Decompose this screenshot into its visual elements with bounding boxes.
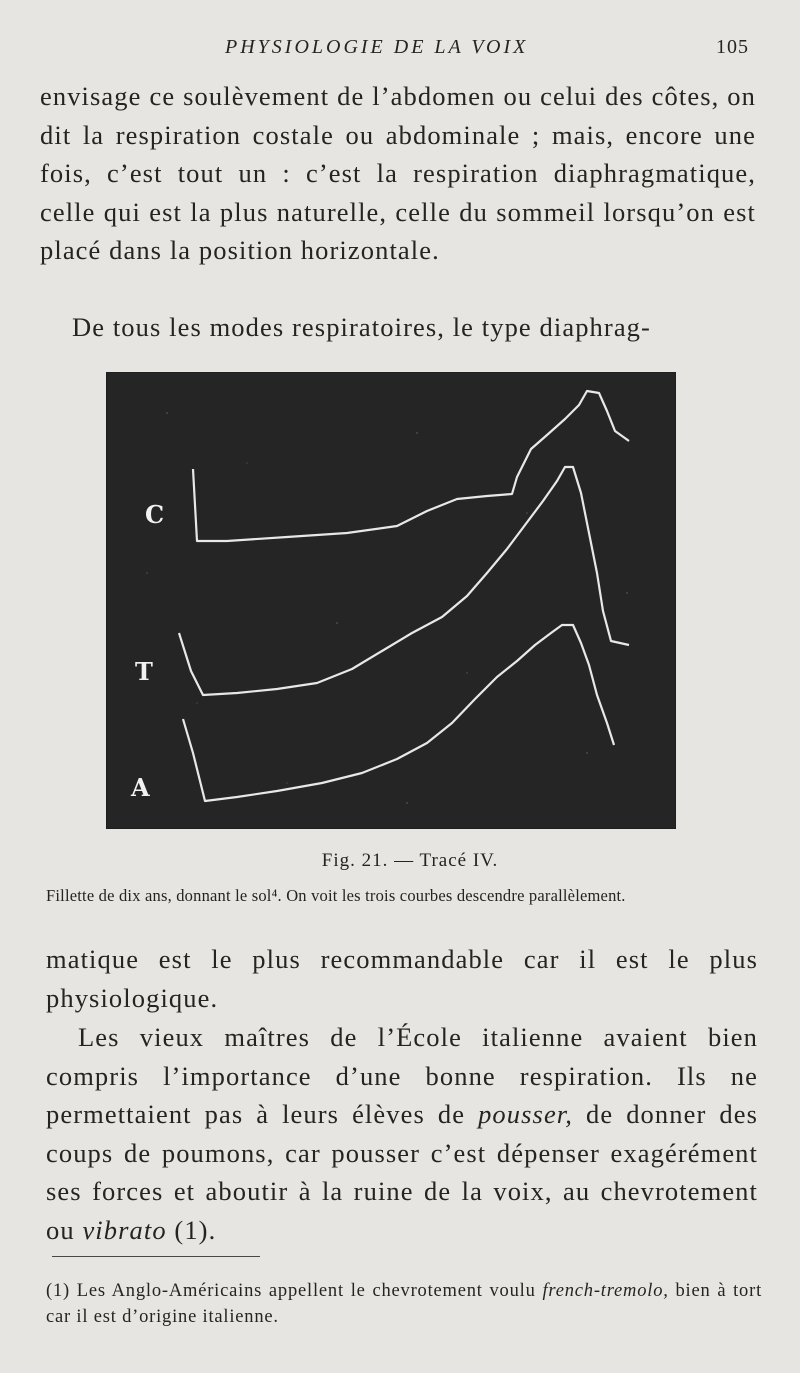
label-c: C [145, 500, 165, 529]
figure-caption-text: Fillette de dix ans, donnant le sol⁴. On voit les trois courbes descendre parallèlement. [46, 886, 626, 905]
footnote-divider [52, 1256, 260, 1257]
paragraph-1: envisage ce soulèvement de l’abdomen ou celui des côtes, on dit la respiration costale ou abdominale ; mais, encore une fois, c’est tout un : c’est la respiration diaphragmatique, celle qui est la plus naturelle, celle du sommeil lorsqu’on est placé dans la position horizontale. [40, 81, 756, 266]
page-number: 105 [716, 36, 749, 58]
running-head [0, 36, 800, 64]
paragraph-4 [46, 1018, 758, 1250]
paragraph-4-text-c: (1). [166, 1214, 217, 1245]
paragraph-4-italic-vibrato: vibrato [82, 1214, 167, 1245]
paragraph-2: De tous les modes respiratoires, le type diaphrag- [72, 312, 651, 342]
respiration-tracing-figure [107, 373, 675, 828]
paragraph-3: matique est le plus recommandable car il est le plus physiologique. [46, 944, 758, 1013]
paragraph-4-text-a: Les vieux maîtres de l’École italienne avaient bien compris l’importance d’une bonne respiration. Ils ne permettaient pas à leurs élèves de [46, 1022, 758, 1130]
tracing-image [107, 373, 675, 828]
figure-caption-title: Fig. 21. — Tracé IV. [321, 850, 499, 871]
footnote-text-b: bien à tort car il est d’origine italienne. [46, 1281, 763, 1327]
label-a: A [131, 773, 150, 802]
footnote [46, 1278, 762, 1330]
figure-background [107, 373, 675, 828]
paragraph-4-text-b: de donner des coups de poumons, car pousser c’est dépenser exagérément ses forces et aboutir à la ruine de la voix, au chevrotement ou [46, 1099, 758, 1245]
footnote-italic: french-tremolo, [542, 1281, 669, 1301]
paragraph-4-italic-pousser: pousser, [478, 1099, 574, 1130]
running-title: PHYSIOLOGIE DE LA VOIX [225, 36, 529, 58]
label-t: T [135, 657, 153, 686]
footnote-text-a: (1) Les Anglo-Américains appellent le chevrotement voulu [46, 1281, 543, 1301]
